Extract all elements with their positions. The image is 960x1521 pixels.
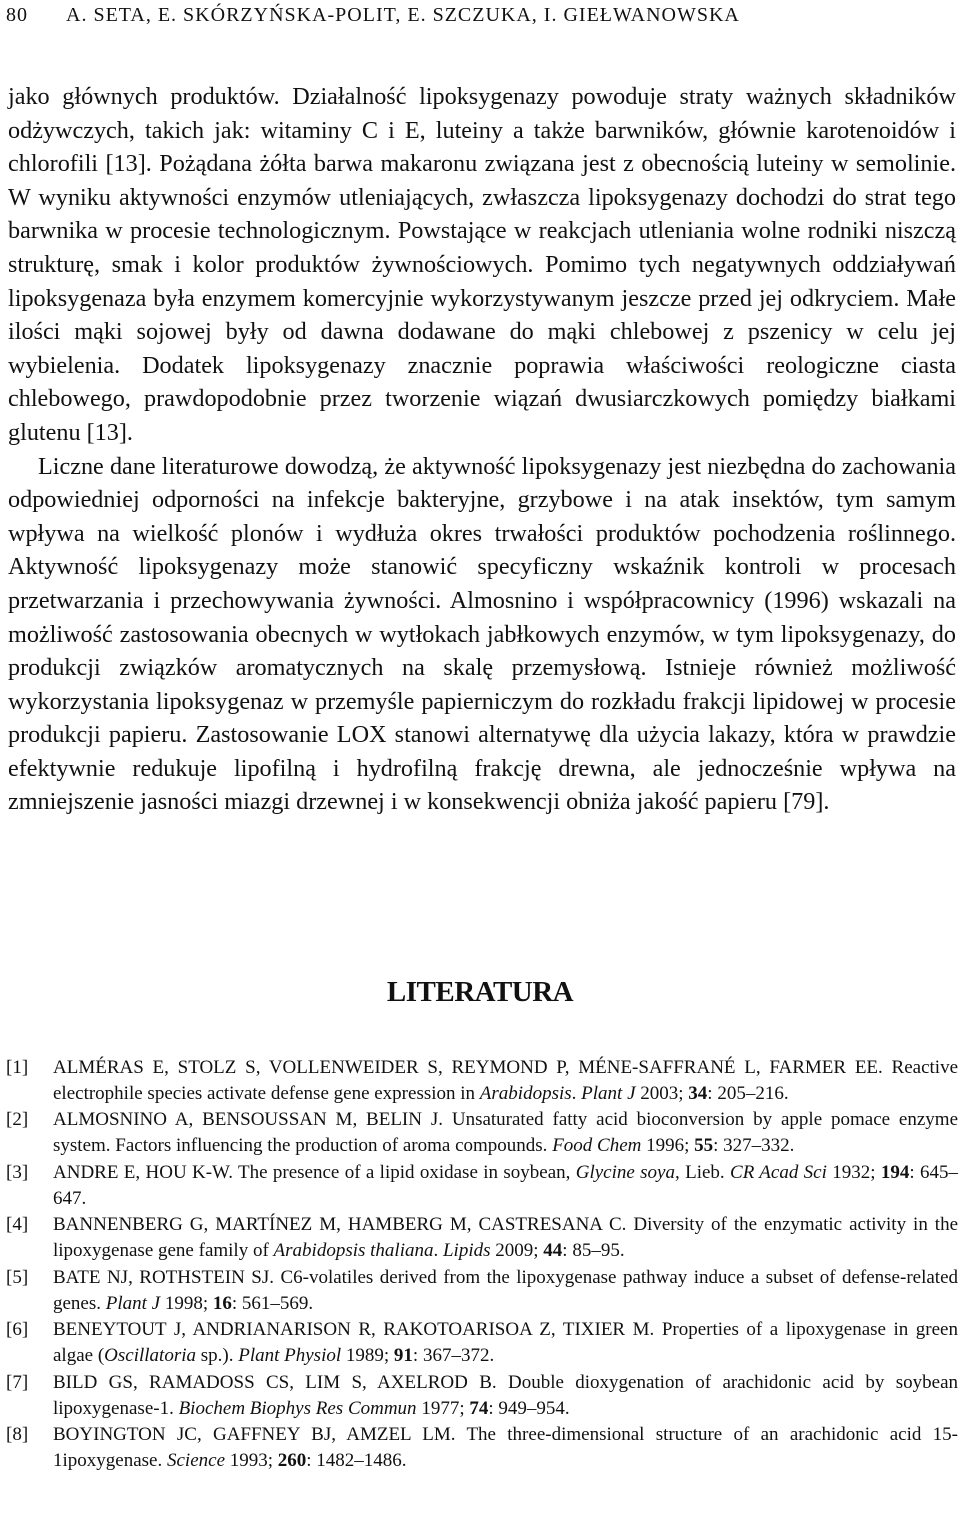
reference-year: 1989; bbox=[341, 1345, 394, 1367]
reference-year: 2009; bbox=[490, 1240, 544, 1262]
reference-volume: 44 bbox=[543, 1240, 563, 1262]
reference-year: 1993; bbox=[225, 1449, 278, 1471]
paragraph: jako głównych produktów. Działalność lipoksygenazy powoduje straty ważnych składników odżywczych, takich jak: witaminy C i E, luteiny a także barwników, głównie karotenoidów i chlorofili [13]. Pożądana żółta barwa makaronu związana jest z obecnością luteiny w semolinie. W wyniku aktywności enzymów utleniających, zwłaszcza lipoksygenazy dochodzi do strat tego barwnika w procesie technologicznym. Powstające w reakcjach utleniania wolne rodniki niszczą strukturę, smak i kolor produktów żywnościowych. Pomimo tych negatywnych oddziaływań lipoksygenaza była enzymem komercyjnie wykorzystywanym jeszcze przed jej odkryciem. Małe ilości mąki sojowej były od dawna dodawane do mąki chlebowej z pszenicy w celu jej wybielenia. Dodatek lipoksygenazy znacznie poprawia właściwości reologiczne ciasta chlebowego, prawdopodobnie przez tworzenie wiązań dwusiarczkowych pomiędzy białkami glutenu [13]. bbox=[8, 83, 956, 446]
reference-authors: BOYINGTON JC, GAFFNEY BJ, AMZEL LM. bbox=[53, 1424, 456, 1446]
reference-authors: ALMOSNINO A, BENSOUSSAN M, BELIN J. bbox=[53, 1109, 443, 1131]
reference-title-italic: Oscillatoria bbox=[104, 1345, 196, 1367]
section-title: LITERATURA bbox=[386, 976, 574, 1008]
reference-authors: BANNENBERG G, MARTÍNEZ M, HAMBERG M, CASTRESANA C. bbox=[53, 1214, 627, 1236]
reference-pages: : 949–954. bbox=[488, 1397, 570, 1419]
reference-volume: 55 bbox=[694, 1135, 714, 1157]
reference-title: C6-volatiles derived from the lipoxygenase pathway induce a subset of defense-related genes. bbox=[53, 1266, 959, 1314]
reference-pages: : 1482–1486. bbox=[306, 1449, 407, 1471]
reference-journal: Biochem Biophys Res Commun bbox=[178, 1397, 417, 1419]
reference-pages: : 645–647. bbox=[53, 1161, 959, 1209]
reference-title: Double dioxygenation of arachidonic acid by soybean lipoxygenase-1. bbox=[53, 1371, 958, 1419]
reference-title-rest: . bbox=[571, 1082, 582, 1104]
reference-authors: ALMÉRAS E, STOLZ S, VOLLENWEIDER S, REYMOND P, MÉNE-SAFFRANÉ L, FARMER EE. bbox=[53, 1057, 883, 1078]
reference-number: [5] bbox=[6, 1266, 29, 1288]
reference-item bbox=[6, 1317, 958, 1368]
reference-year: 1998; bbox=[160, 1292, 213, 1314]
header-authors: A. SETA, E. SKÓRZYŃSKA-POLIT, E. SZCZUKA, I. GIEŁWANOWSKA bbox=[66, 4, 740, 26]
reference-journal: Plant Physiol bbox=[238, 1345, 342, 1367]
reference-number: [3] bbox=[6, 1161, 29, 1183]
reference-item bbox=[6, 1107, 958, 1158]
reference-list bbox=[6, 1055, 958, 1475]
reference-pages: : 327–332. bbox=[713, 1135, 795, 1157]
reference-year: 1996; bbox=[641, 1135, 695, 1157]
reference-item bbox=[6, 1422, 958, 1473]
reference-number: [4] bbox=[6, 1214, 29, 1236]
reference-title-italic: Arabidopsis thaliana bbox=[273, 1240, 434, 1262]
reference-item bbox=[6, 1160, 958, 1211]
reference-item bbox=[6, 1265, 958, 1316]
reference-title: Reactive electrophile species activate defense gene expression in bbox=[53, 1057, 959, 1104]
reference-volume: 74 bbox=[469, 1397, 489, 1419]
reference-title-rest: , Lieb. bbox=[675, 1161, 731, 1183]
reference-authors: ANDRE E, HOU K-W. bbox=[53, 1161, 233, 1183]
reference-journal: Food Chem bbox=[552, 1135, 642, 1157]
reference-item bbox=[6, 1212, 958, 1263]
reference-year: 1977; bbox=[416, 1397, 470, 1419]
running-header bbox=[6, 4, 954, 32]
reference-volume: 260 bbox=[277, 1449, 307, 1471]
reference-journal: Plant J bbox=[581, 1082, 636, 1104]
reference-title: Diversity of the enzymatic activity in the lipoxygenase gene family of bbox=[53, 1214, 959, 1262]
reference-authors: BENEYTOUT J, ANDRIANARISON R, RAKOTOARISOA Z, TIXIER M. bbox=[53, 1319, 655, 1341]
reference-title-rest: . bbox=[433, 1240, 443, 1262]
page-number: 80 bbox=[6, 4, 28, 26]
reference-pages: : 85–95. bbox=[562, 1240, 625, 1262]
reference-item bbox=[6, 1370, 958, 1421]
reference-title-italic: Glycine soya bbox=[575, 1161, 675, 1183]
reference-year: 1932; bbox=[826, 1161, 881, 1183]
reference-year: 2003; bbox=[635, 1082, 689, 1104]
reference-volume: 194 bbox=[880, 1161, 910, 1183]
reference-pages: : 367–372. bbox=[412, 1345, 495, 1367]
reference-journal: Lipids bbox=[442, 1240, 491, 1262]
reference-title: Properties of a lipoxygenase in green algae ( bbox=[53, 1319, 958, 1367]
reference-title: Unsaturated fatty acid bioconversion by apple pomace enzyme system. Factors influencing the production of aroma compounds. bbox=[53, 1109, 959, 1157]
reference-volume: 34 bbox=[688, 1082, 708, 1104]
reference-journal: CR Acad Sci bbox=[730, 1161, 827, 1183]
reference-number: [8] bbox=[6, 1424, 29, 1446]
reference-authors: BATE NJ, ROTHSTEIN SJ. bbox=[53, 1266, 274, 1288]
reference-pages: : 205–216. bbox=[707, 1082, 789, 1104]
reference-title: The three-dimensional structure of an arachidonic acid 15-1ipoxygenase. bbox=[53, 1424, 958, 1471]
reference-volume: 16 bbox=[212, 1292, 232, 1314]
reference-title: The presence of a lipid oxidase in soybean, bbox=[238, 1161, 576, 1183]
reference-journal: Science bbox=[166, 1449, 225, 1471]
paragraph: Liczne dane literaturowe dowodzą, że aktywność lipoksygenazy jest niezbędna do zachowania odpowiedniej odporności na infekcje bakteryjne, grzybowe i na atak insektów, tym samym wpływa na wielkość plonów i wydłuża okres trwałości produktów pochodzenia roślinnego. Aktywność lipoksygenazy może stanowić specyficzny wskaźnik kontroli w procesach przetwarzania i przechowywania żywności. Almosnino i współpracownicy (1996) wskazali na możliwość zastosowania obecnych w wytłokach jabłkowych enzymów, w tym lipoksygenazy, do produkcji związków aromatycznych na skalę przemysłową. Istnieje również możliwość wykorzystania lipoksygenaz w przemyśle papierniczym do rozkładu frakcji lipidowej w procesie produkcji papieru. Zastosowanie LOX stanowi alternatywę dla użycia lakazy, która w prawdzie efektywnie redukuje lipofilną i hydrofilną frakcję drewna, ale jednocześnie wpływa na zmniejszenie jasności miazgi drzewnej i w konsekwencji obniża jakość papieru [79]. bbox=[8, 452, 956, 816]
reference-number: [1] bbox=[6, 1057, 29, 1078]
reference-title-rest: sp.). bbox=[196, 1345, 239, 1367]
body-text bbox=[8, 80, 956, 819]
reference-journal: Plant J bbox=[105, 1292, 161, 1314]
reference-number: [6] bbox=[6, 1319, 29, 1341]
reference-pages: : 561–569. bbox=[231, 1292, 314, 1314]
reference-number: [7] bbox=[6, 1371, 29, 1393]
reference-authors: BILD GS, RAMADOSS CS, LIM S, AXELROD B. bbox=[53, 1371, 497, 1393]
reference-volume: 91 bbox=[393, 1345, 413, 1367]
reference-item bbox=[6, 1055, 958, 1106]
reference-title-italic: Arabidopsis bbox=[479, 1082, 572, 1104]
reference-number: [2] bbox=[6, 1109, 29, 1131]
